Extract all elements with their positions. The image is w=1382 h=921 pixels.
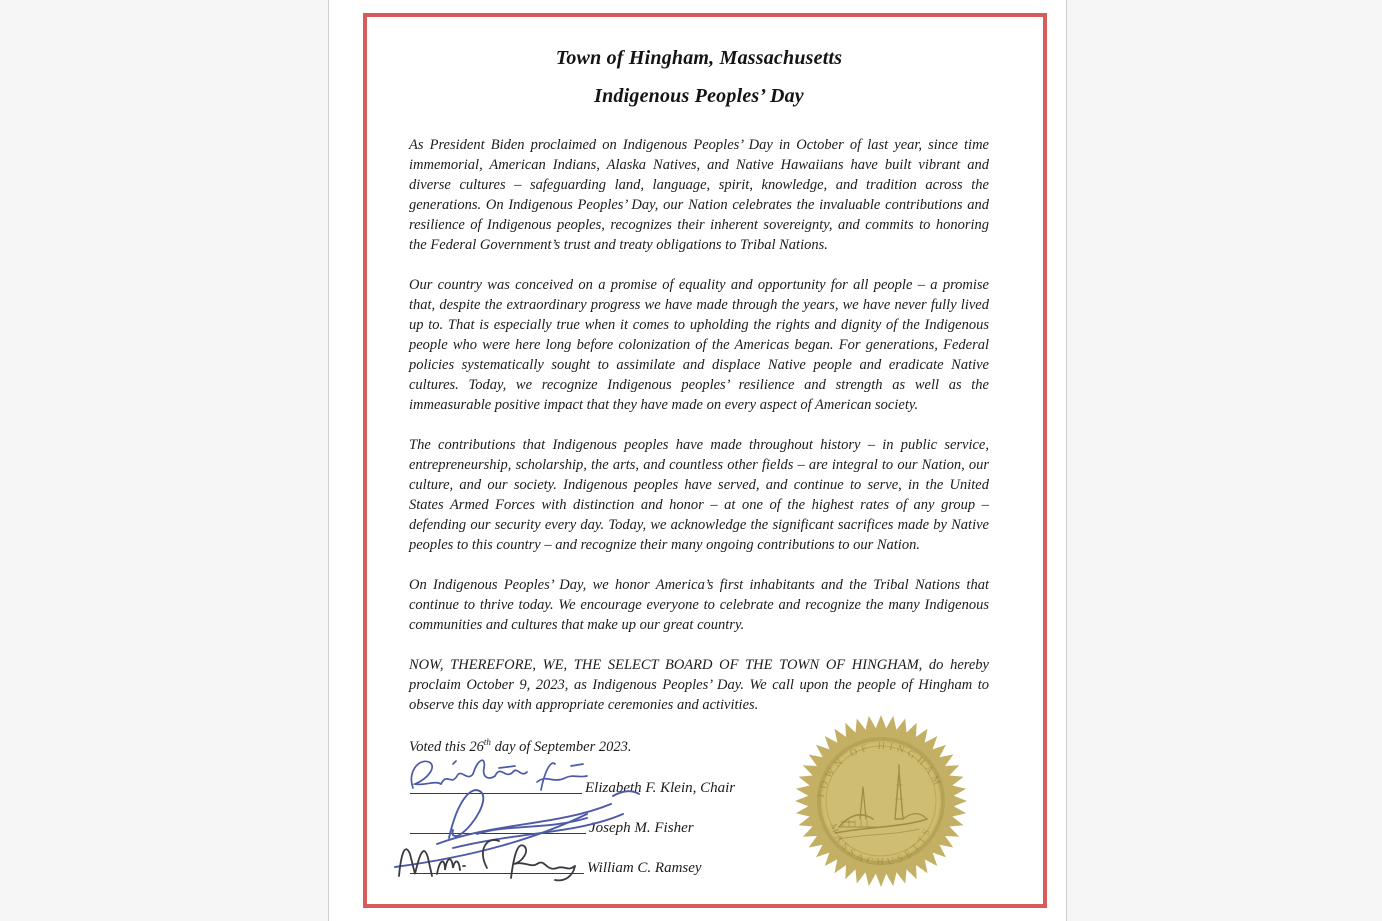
gold-foil-seal	[795, 715, 967, 887]
voted-superscript: th	[483, 737, 491, 748]
signatory-name-ramsey: William C. Ramsey	[587, 860, 702, 876]
proclamation-paragraph-5: NOW, THEREFORE, WE, THE SELECT BOARD OF THE TOWN OF HINGHAM, do hereby proclaim October 9, 2023, as Indigenous Peoples’ Day. We call upon the people of Hingham to observe this day with appropriate ceremonies and activities.	[409, 657, 989, 713]
proclamation-paragraph-3: The contributions that Indigenous peoples have made throughout history – in public service, entrepreneurship, scholarship, the arts, and countless other fields – are integral to our Nation, our culture, and our society. Indigenous peoples have served, and continue to serve, in the United States Armed Forces with distinction and honor – at one of the highest rates of any group – defending our security every day. Today, we acknowledge the significant sacrifices made by Native peoples to this country – and recognize their many ongoing contributions to our Nation.	[409, 437, 989, 553]
signatory-name-fisher: Joseph M. Fisher	[589, 820, 694, 836]
proclamation-paragraph-4: On Indigenous Peoples’ Day, we honor America’s first inhabitants and the Tribal Nations that continue to thrive today. We encourage everyone to celebrate and recognize the many Indigenous communities and cultures that make up our great country.	[409, 577, 989, 633]
document-content	[367, 17, 1043, 757]
seal-arc-text-bottom: MASSACHUSETTS	[827, 822, 935, 869]
voted-prefix: Voted this 26	[409, 739, 484, 755]
seal-arc-text-top: TOWN OF HINGHAM	[815, 740, 944, 800]
document-subtitle: Indigenous Peoples’ Day	[594, 85, 804, 107]
document-title: Town of Hingham, Massachusetts	[555, 47, 843, 69]
proclamation-paragraph-2: Our country was conceived on a promise of equality and opportunity for all people – a promise that, despite the extraordinary progress we have made through the years, we have never fully lived up to. That is especially true when it comes to upholding the rights and dignity of the Indigenous people who were here long before colonization of the Americas began. For generations, Federal policies systematically sought to assimilate and displace Native people and eradicate Native cultures. Today, we recognize Indigenous peoples’ resilience and strength as well as the immeasurable positive impact that they have made on every aspect of American society.	[409, 277, 989, 413]
signature-william-ramsey-ink	[387, 828, 579, 888]
proclamation-paragraph-1: As President Biden proclaimed on Indigenous Peoples’ Day in October of last year, since time immemorial, American Indians, Alaska Natives, and Native Hawaiians have built vibrant and diverse cultures – safeguarding land, language, spirit, knowledge, and tradition across the generations. On Indigenous Peoples’ Day, our Nation celebrates the invaluable contributions and resilience of Indigenous peoples, recognizes their inherent sovereignty, and commits to honoring the Federal Government’s trust and treaty obligations to Tribal Nations.	[409, 137, 989, 253]
voted-suffix: day of September 2023.	[490, 739, 632, 755]
signatory-name-klein: Elizabeth F. Klein, Chair	[585, 780, 736, 796]
document-page	[328, 0, 1067, 921]
